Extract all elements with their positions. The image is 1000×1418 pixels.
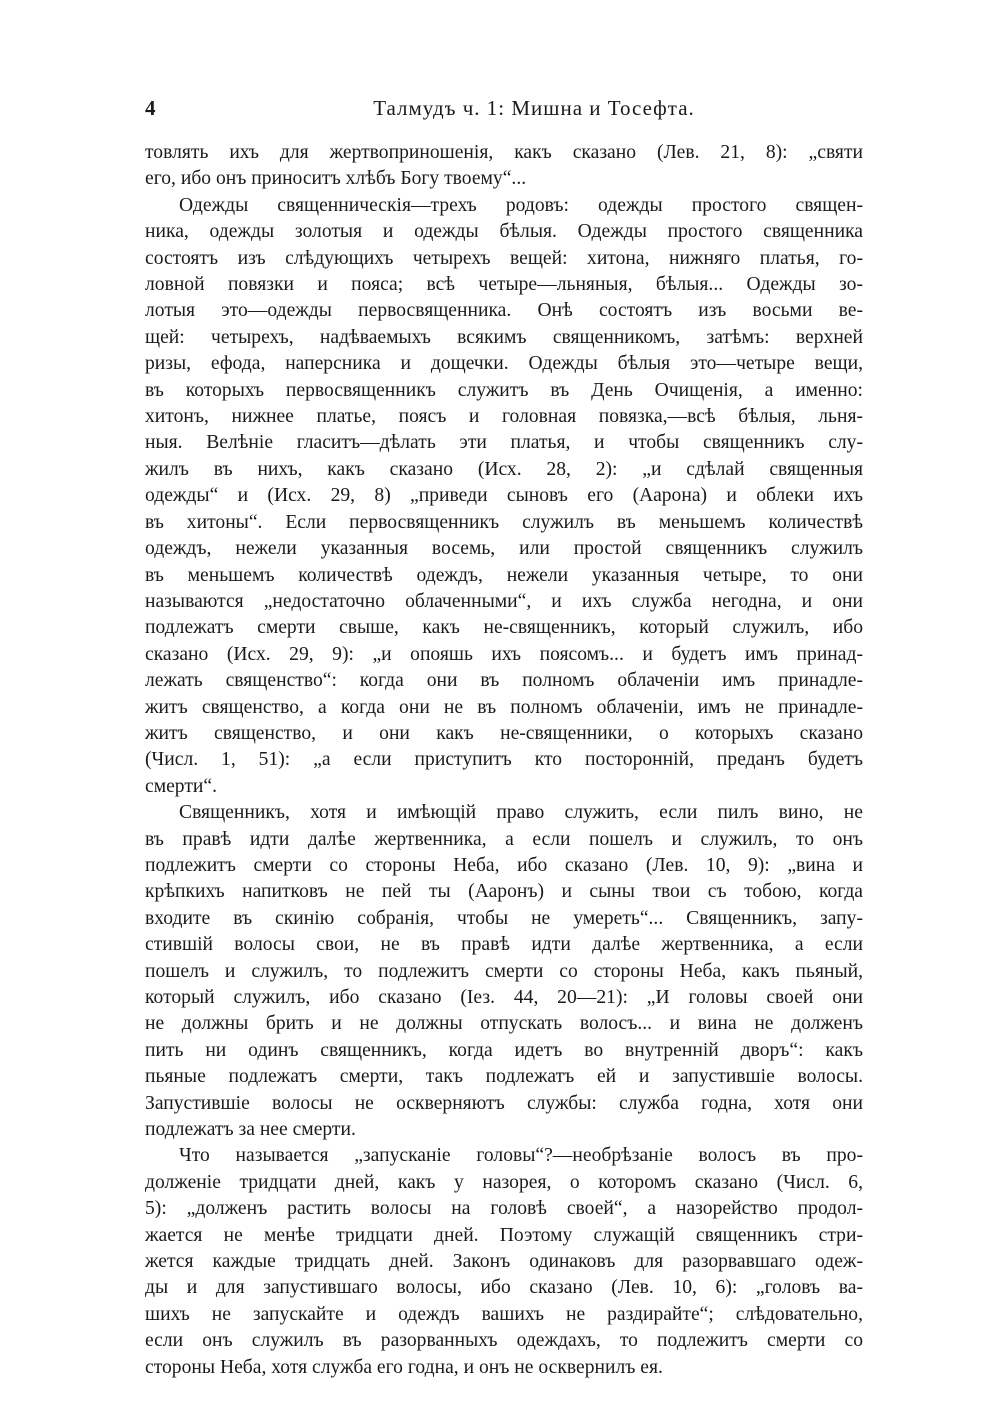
- text-line: ника, одежды золотыя и одежды бѣлыя. Одежды простого священника: [145, 221, 863, 243]
- text-line: лотыя это—одежды первосвященника. Онѣ состоятъ изъ восьми ве-: [145, 300, 863, 322]
- text-line: жется каждые тридцать дней. Законъ одинаковъ для разорвавшаго одеж-: [145, 1251, 863, 1273]
- text-line: (Числ. 1, 51): „а если приступитъ кто посторонній, преданъ будетъ: [145, 749, 863, 771]
- text-line: житъ священство, а когда они не въ полномъ облаченіи, имъ не принадле-: [145, 696, 863, 718]
- text-line: подлежатъ смерти свыше, какъ не-священникъ, который служилъ, ибо: [145, 617, 863, 639]
- paragraph: [145, 193, 863, 800]
- text-line: который служилъ, ибо сказано (Iез. 44, 20—21): „И головы своей они: [145, 987, 863, 1008]
- text-line: въ хитоны“. Если первосвященникъ служилъ въ меньшемъ количествѣ: [145, 511, 863, 533]
- text-line: въ правѣ идти далѣе жертвенника, а если пошелъ и служилъ, то онъ: [145, 828, 863, 850]
- text-line: шихъ не запускайте и одеждъ вашихъ не раздирайте“; слѣдовательно,: [145, 1303, 863, 1325]
- text-line: щей: четырехъ, надѣваемыхъ всякимъ священникомъ, затѣмъ: верхней: [145, 326, 863, 348]
- text-line: жилъ въ нихъ, какъ сказано (Исх. 28, 2): „и сдѣлай священныя: [145, 458, 863, 480]
- text-line: ризы, ефода, наперсника и дощечки. Одежды бѣлыя это—четыре вещи,: [145, 353, 863, 375]
- text-line: пить ни одинъ священникъ, когда идетъ во внутренній дворъ“: какъ: [145, 1039, 863, 1061]
- text-line: пьяные подлежатъ смерти, такъ подлежатъ ей и запустившіе волосы.: [145, 1066, 863, 1088]
- text-line: 5): „долженъ растить волосы на головѣ своей“, а назорейство продол-: [145, 1198, 863, 1220]
- text-line: товлять ихъ для жертвоприношенія, какъ сказано (Лев. 21, 8): „святи: [145, 142, 863, 163]
- body-text: [145, 140, 863, 1381]
- text-line: Священникъ, хотя и имѣющій право служить, если пилъ вино, не: [179, 802, 863, 824]
- text-line: житъ священство, и они какъ не-священники, о которыхъ сказано: [145, 722, 863, 744]
- text-line: подлежатъ за нее смерти.: [145, 1119, 356, 1141]
- text-line: называются „недостаточно облаченными“, и ихъ служба негодна, и они: [145, 590, 863, 612]
- text-line: ловной повязки и пояса; всѣ четыре—льняныя, бѣлыя... Одежды зо-: [145, 274, 863, 296]
- text-line: Одежды священническія—трехъ родовъ: одежды простого священ-: [179, 194, 863, 216]
- text-line: одежды“ и (Исх. 29, 8) „приведи сыновъ его (Аарона) и облеки ихъ: [145, 485, 863, 507]
- text-line: смерти“.: [145, 775, 217, 797]
- text-line: одеждъ, нежели указанныя восемь, или простой священникъ служилъ: [145, 538, 863, 560]
- text-line: въ меньшемъ количествѣ одеждъ, нежели указанныя четыре, то они: [145, 564, 863, 586]
- text-line: если онъ служилъ въ разорванныхъ одеждахъ, то подлежитъ смерти со: [145, 1330, 863, 1352]
- text-line: ныя. Велѣніе гласитъ—дѣлать эти платья, и чтобы священникъ слу-: [145, 432, 863, 454]
- text-line: входите въ скинію собранія, чтобы не умереть“... Священникъ, запу-: [145, 907, 863, 929]
- text-line: подлежитъ смерти со стороны Неба, ибо сказано (Лев. 10, 9): „вина и: [145, 854, 863, 876]
- text-line: Что называется „запусканіе головы“?—необрѣзаніе волосъ въ про-: [179, 1145, 863, 1167]
- text-line: лежать священство“: когда они въ полномъ облаченіи имъ принадле-: [145, 670, 863, 692]
- paragraph: [145, 800, 863, 1143]
- text-line: ды и для запустившаго волосы, ибо сказано (Лев. 10, 6): „головъ ва-: [145, 1277, 863, 1299]
- text-line: Запустившіе волосы не оскверняютъ службы: служба годна, хотя они: [145, 1092, 863, 1114]
- text-line: стившій волосы свои, не въ правѣ идти далѣе жертвенника, а если: [145, 934, 863, 956]
- text-line: сказано (Исх. 29, 9): „и опояшь ихъ поясомъ... и будетъ имъ принад-: [145, 643, 863, 665]
- text-line: крѣпкихъ напитковъ не пей ты (Ааронъ) и сыны твои съ тобою, когда: [145, 881, 863, 903]
- text-line: пошелъ и служилъ, то подлежитъ смерти со стороны Неба, какъ пьяный,: [145, 960, 863, 982]
- text-line: его, ибо онъ приноситъ хлѣбъ Богу твоему“...: [145, 168, 527, 190]
- paragraph: [145, 1143, 863, 1381]
- page-header: [145, 96, 863, 126]
- text-line: стороны Неба, хотя служба его годна, и онъ не осквернилъ ея.: [145, 1356, 663, 1378]
- text-line: жается не менѣе тридцати дней. Поэтому служащій священникъ стри-: [145, 1224, 863, 1246]
- text-line: не должны брить и не должны отпускать волосъ... и вина не долженъ: [145, 1013, 863, 1035]
- text-line: въ которыхъ первосвященникъ служитъ въ День Очищенія, а именно:: [145, 379, 863, 401]
- book-page: [145, 96, 863, 1381]
- page-number: 4: [145, 96, 157, 120]
- text-line: состоятъ изъ слѣдующихъ четырехъ вещей: хитона, нижняго платья, го-: [145, 247, 863, 269]
- text-line: долженіе тридцати дней, какъ у назорея, о которомъ сказано (Числ. 6,: [145, 1171, 863, 1193]
- running-title: Талмудъ ч. 1: Мишна и Тосефта.: [373, 96, 695, 120]
- text-line: хитонъ, нижнее платье, поясъ и головная повязка,—всѣ бѣлыя, льня-: [145, 406, 863, 428]
- paragraph: [145, 140, 863, 193]
